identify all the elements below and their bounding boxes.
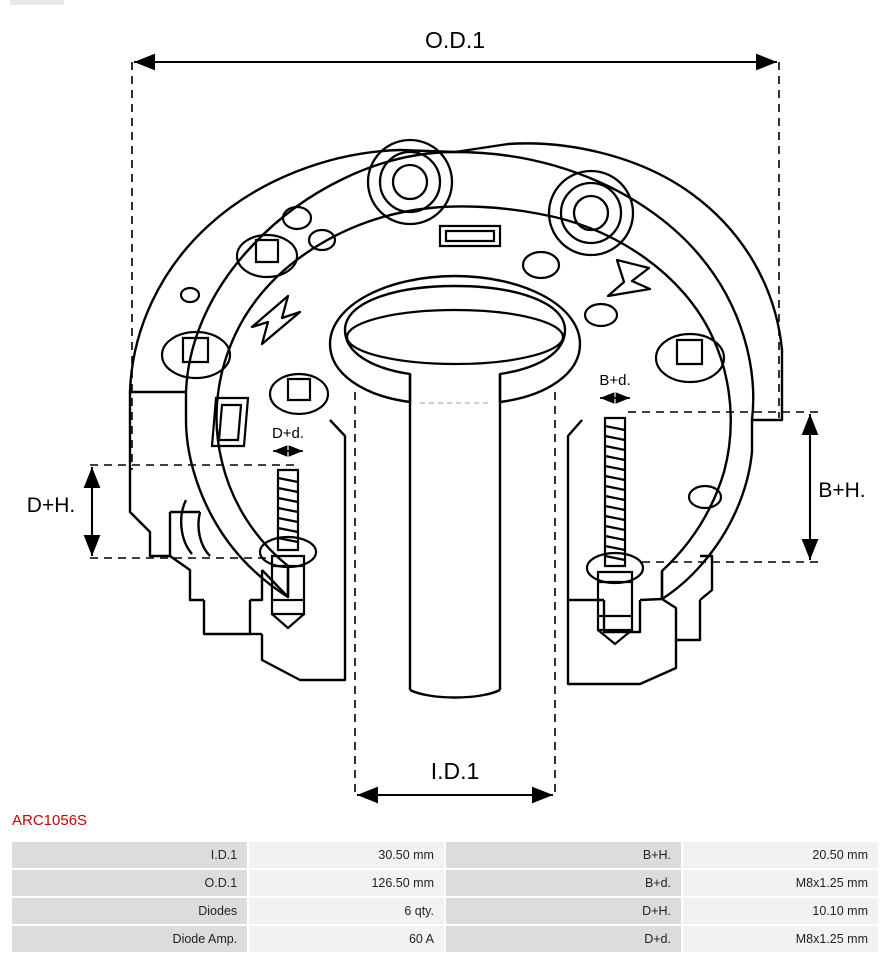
dimension-label-bd: B+d. — [599, 372, 631, 389]
spec-value: 126.50 mm — [249, 870, 444, 896]
spec-value: 6 qty. — [249, 898, 444, 924]
spec-value: 60 A — [249, 926, 444, 952]
dimension-label-dd: D+d. — [271, 425, 305, 442]
spec-value: M8x1.25 mm — [683, 870, 878, 896]
spec-key: D+H. — [446, 898, 681, 924]
spec-value: 20.50 mm — [683, 842, 878, 868]
spec-key: I.D.1 — [12, 842, 247, 868]
spec-key: Diodes — [12, 898, 247, 924]
spec-key: B+H. — [446, 842, 681, 868]
spec-key: Diode Amp. — [12, 926, 247, 952]
spec-value: 10.10 mm — [683, 898, 878, 924]
table-row — [12, 842, 878, 868]
dimension-label-od1: O.D.1 — [424, 27, 486, 53]
spec-value: 30.50 mm — [249, 842, 444, 868]
part-number: ARC1056S — [12, 812, 88, 829]
dimension-label-id1: I.D.1 — [430, 758, 480, 784]
table-row — [12, 926, 878, 952]
spec-key: D+d. — [446, 926, 681, 952]
spec-key: B+d. — [446, 870, 681, 896]
spec-key: O.D.1 — [12, 870, 247, 896]
table-row — [12, 870, 878, 896]
specification-table — [10, 840, 880, 954]
dimension-label-bh: B+H. — [818, 479, 866, 502]
spec-value: M8x1.25 mm — [683, 926, 878, 952]
table-row — [12, 898, 878, 924]
dimension-label-dh: D+H. — [26, 494, 76, 517]
